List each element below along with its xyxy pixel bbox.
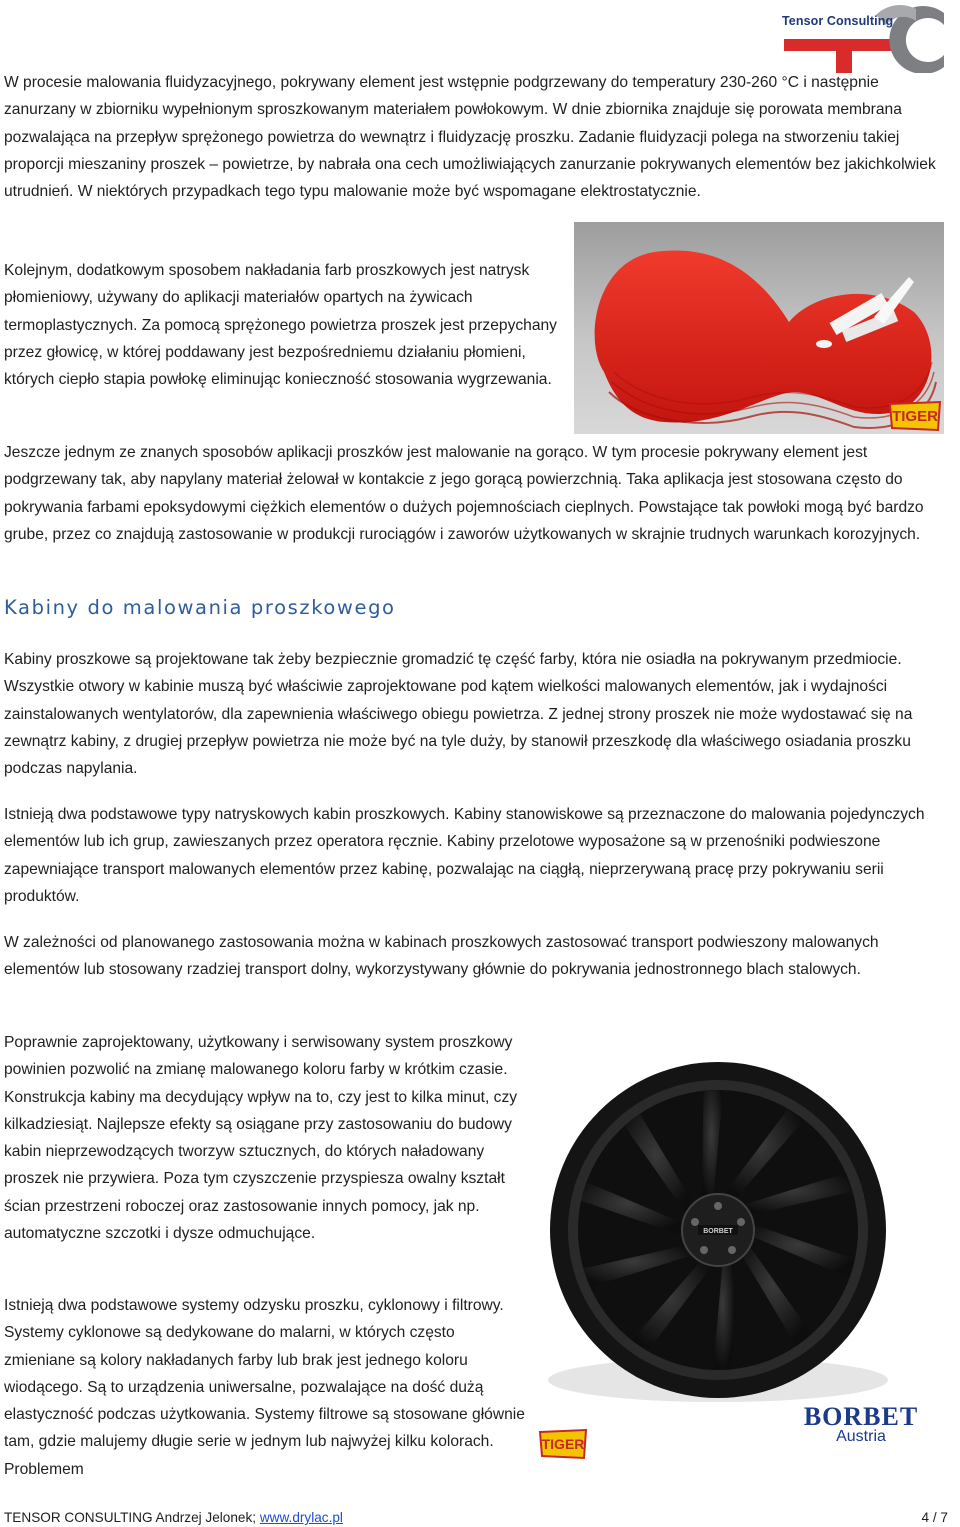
svg-text:BORBET: BORBET xyxy=(703,1228,733,1235)
logo-text: Tensor Consulting xyxy=(782,14,894,28)
paragraph-booth-design: Kabiny proszkowe są projektowane tak żeby bezpiecznie gromadzić tę część farby, która nie osiadła na pokrywanym przedmiocie. Wszystkie otwory w kabinie muszą być właściwie zaprojektowane pod kątem wielkości malowanych elementów, jak i wydajności zainstalowanych wentylatorów, dla zapewnienia właściwego obiegu powietrza. Z jednej strony proszek nie może wydostawać się na zewnątrz kabiny, z drugiej przepływ powietrza nie może być na tyle duży, by stanowił przeszkodę dla właściwego osiadania proszku podczas napylania. xyxy=(4,651,913,778)
footer-company xyxy=(4,1510,343,1525)
paragraph-fluidization: W procesie malowania fluidyzacyjnego, pokrywany element jest wstępnie podgrzewany do temperatury 230-260 °C i następnie zanurzany w zbiorniku wypełnionym sproszkowanym materiałem powłokowym. W dnie zbiornika znajduje się porowata membrana pozwalająca na przepływ sprężonego powietrza do wewnątrz i fluidyzację proszku. Zadanie fluidyzacji polega na stworzeniu takiej proporcji mieszaniny proszek – powietrze, by nabrała ona cech umożliwiających zanurzanie pokrywanych elementów bez jakichkolwiek utrudnień. W niektórych przypadkach tego typu malowanie może być wspomagane elektrostatycznie. xyxy=(4,74,936,201)
borbet-logo: BORBET Austria xyxy=(803,1402,919,1445)
footer-company-text: TENSOR CONSULTING Andrzej Jelonek; xyxy=(4,1510,260,1525)
svg-text:TIGER: TIGER xyxy=(892,408,938,425)
paragraph-transport: W zależności od planowanego zastosowania można w kabinach proszkowych zastosować transport podwieszony malowanych elementów lub stosowany rzadziej transport dolny, wykorzystywany głównie do pokrywania jednostronnego blach stalowych. xyxy=(4,934,879,979)
figure-powder-booth xyxy=(574,222,944,434)
paragraph-flame-spray: Kolejnym, dodatkowym sposobem nakładania farb proszkowych jest natrysk płomieniowy, używany do aplikacji materiałów opartych na żywicach termoplastycznych. Za pomocą sprężonego powietrza proszek jest przepychany przez głowicę, w której poddawany jest bezpośredniemu działaniu płomieni, których ciepło stapia powłokę eliminując konieczność stosowania wygrzewania. xyxy=(4,262,557,389)
paragraph-hot-coating: Jeszcze jednym ze znanych sposobów aplikacji proszków jest malowanie na gorąco. W tym procesie pokrywany element jest podgrzewany tak, aby napylany materiał żelował w kontakcie z jego gorącą powierzchnią. Taka aplikacja jest stosowana często do pokrywania farbami epoksydowymi ciężkich elementów o dużych pojemnościach cieplnych. Powstające tak powłoki mogą być bardzo grube, przez co znajdują zastosowanie w produkcji rurociągów i zaworów użytkowanych w skrajnie trudnych warunkach korozyjnych. xyxy=(4,444,924,543)
section-heading: Kabiny do malowania proszkowego xyxy=(4,596,396,619)
paragraph-color-change: Poprawnie zaprojektowany, użytkowany i serwisowany system proszkowy powinien pozwolić na zmianę malowanego koloru farby w krótkim czasie. Konstrukcja kabiny ma decydujący wpływ na to, czy jest to kilka minut, czy kilkadziesiąt. Najlepsze efekty są osiągane przy zastosowaniu do budowy kabin nieprzewodzących tworzyw sztucznych, do których naładowany proszek nie przywiera. Poza tym czyszczenie przyspiesza owalny kształt ścian przestrzeni roboczej oraz zastosowanie innych pomocy, jak np. automatyczne szczotki i dysze odmuchujące. xyxy=(4,1034,518,1243)
tiger-logo-icon-2 xyxy=(538,1428,588,1460)
paragraph-booth-types: Istnieją dwa podstawowe typy natryskowych kabin proszkowych. Kabiny stanowiskowe są przeznaczone do malowania pojedynczych elementów lub ich grup, zawieszanych przez operatora ręcznie. Kabiny przelotowe wyposażone są w przenośniki podwieszone zapewniające transport malowanych elementów przez kabinę, pozwalając na ciągłą, nieprzerywaną pracę przy pokrywaniu serii produktów. xyxy=(4,806,925,905)
tiger-logo-icon xyxy=(888,400,942,432)
svg-text:TIGER: TIGER xyxy=(541,1436,585,1452)
page-number: 4 / 7 xyxy=(921,1510,948,1525)
figure-black-wheel xyxy=(528,1040,948,1470)
paragraph-recovery-systems: Istnieją dwa podstawowe systemy odzysku proszku, cyklonowy i filtrowy. Systemy cyklonowe są dedykowane do malarni, w których często zmieniane są kolory nakładanych farby lub brak jest jednego koloru wiodącego. Są to urządzenia uniwersalne, pozwalające na dość dużą elastyczność podczas użytkowania. Systemy filtrowe są stosowane głównie tam, gdzie malujemy długie serie w jednym lub najwyżej kilku kolorach. Problemem xyxy=(4,1297,525,1478)
footer-website-link[interactable]: www.drylac.pl xyxy=(259,1510,343,1525)
company-logo xyxy=(776,5,948,73)
